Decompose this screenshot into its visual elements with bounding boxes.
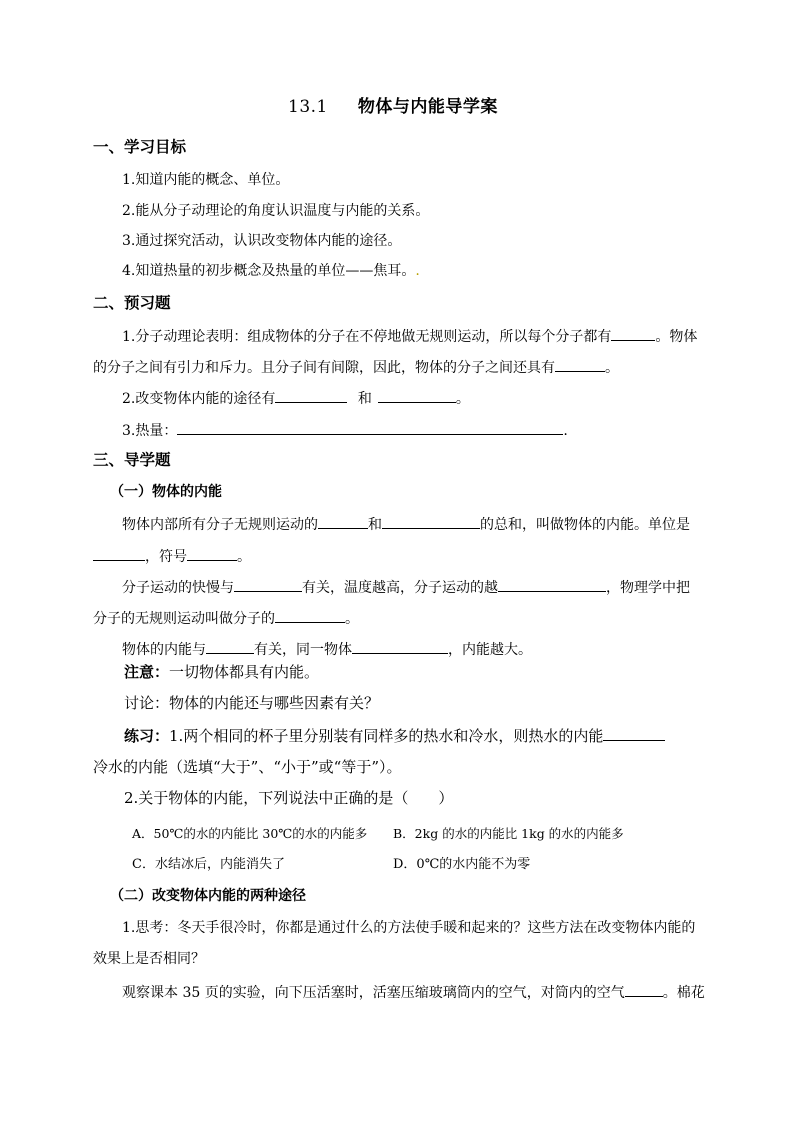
fill-blank[interactable]: [498, 577, 606, 592]
preview-q1: 1.分子动理论表明：组成物体的分子在不停地做无规则运动，所以每个分子都有 。物体: [122, 326, 697, 346]
fill-blank[interactable]: [187, 546, 237, 561]
fill-blank[interactable]: [93, 546, 145, 561]
preview-q2: 2.改变物体内能的途径有 和 。: [122, 388, 470, 408]
note-line: 注意：一切物体都具有内能。: [124, 663, 320, 681]
fill-blank[interactable]: [603, 726, 665, 741]
fill-blank[interactable]: [177, 420, 563, 435]
fill-blank[interactable]: [625, 982, 663, 997]
guide-a2: 分子运动的快慢与 有关，温度越高，分子运动的越 ，物理学中把: [122, 577, 690, 597]
fill-blank[interactable]: [382, 514, 480, 529]
preview-q1-cont: 的分子之间有引力和斥力。且分子间有间隙，因此，物体的分子之间还具有 。: [93, 357, 619, 377]
guide-a1: 物体内部所有分子无规则运动的 和 的总和，叫做物体的内能。单位是: [122, 514, 690, 534]
option-a: A．50℃的水的内能比 30℃的水的内能多: [132, 826, 368, 841]
guide-a3: 物体的内能与 有关，同一物体 ，内能越大。: [122, 639, 532, 659]
goal-item-3: 3.通过探究活动，认识改变物体内能的途径。: [122, 233, 402, 249]
guide-a1-cont: ，符号 。: [93, 546, 251, 566]
fill-blank[interactable]: [555, 357, 605, 372]
fill-blank[interactable]: [275, 608, 345, 623]
section-heading-guide: 三、导学题: [93, 450, 171, 469]
option-c: C．水结冰后，内能消失了: [132, 857, 285, 872]
option-b: B．2kg 的水的内能比 1kg 的水的内能多: [393, 826, 624, 841]
fill-blank[interactable]: [275, 388, 347, 403]
guide-b1: 1.思考：冬天手很冷时，你都是通过什么的方法使手暖和起来的？这些方法在改变物体内能的: [122, 920, 696, 936]
goal-item-4: 4.知道热量的初步概念及热量的单位——焦耳。.: [122, 263, 420, 279]
stray-dot: .: [415, 263, 420, 279]
exercise-1: 练习：1.两个相同的杯子里分别装有同样多的热水和冷水，则热水的内能: [124, 726, 665, 745]
guide-b1-cont: 效果上是否相同？: [93, 951, 205, 967]
fill-blank[interactable]: [378, 388, 456, 403]
fill-blank[interactable]: [234, 577, 302, 592]
exercise-2: 2.关于物体的内能，下列说法中正确的是（ ）: [124, 789, 454, 807]
section-heading-preview: 二、预习题: [93, 293, 171, 312]
goal-item-1: 1.知道内能的概念、单位。: [122, 172, 290, 188]
fill-blank[interactable]: [318, 514, 368, 529]
discussion-line: 讨论：物体的内能还与哪些因素有关？: [124, 694, 380, 712]
guide-b2: 观察课本 35 页的实验，向下压活塞时，活塞压缩玻璃筒内的空气，对筒内的空气 。棉花: [122, 982, 705, 1002]
section-heading-goals: 一、学习目标: [93, 137, 187, 156]
guide-a2-cont: 分子的无规则运动叫做分子的 。: [93, 608, 359, 628]
fill-blank[interactable]: [352, 639, 448, 654]
preview-q3: 3.热量： .: [122, 420, 568, 440]
option-d: D．0℃的水内能不为零: [393, 857, 531, 872]
exercise-1-cont: 冷水的内能（选填“大于”、“小于”或“等于”）。: [93, 758, 402, 776]
subsection-heading-2: （二）改变物体内能的两种途径: [110, 888, 306, 904]
goal-item-2: 2.能从分子动理论的角度认识温度与内能的关系。: [122, 203, 430, 219]
page-title: 13.1 物体与内能导学案: [288, 97, 498, 117]
fill-blank[interactable]: [611, 326, 655, 341]
fill-blank[interactable]: [206, 639, 254, 654]
subsection-heading-1: （一）物体的内能: [110, 484, 222, 500]
